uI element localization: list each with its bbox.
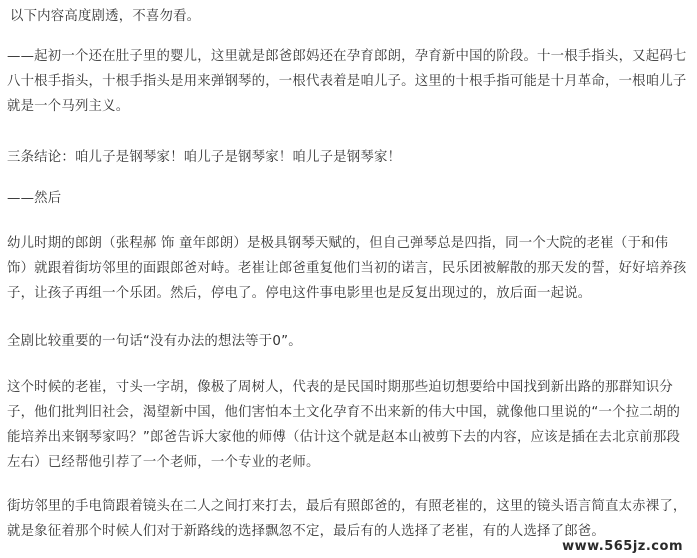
paragraph-key-quote: 全剧比较重要的一句话“没有办法的想法等于0”。: [7, 334, 302, 349]
paragraph-lao-cui: 这个时候的老崔，寸头一字胡，像极了周树人，代表的是民国时期那些迫切想要给中国找到新出路的那群知识分子，他们批判旧社会，渴望新中国，他们害怕本土文化孕育不出来新的伟大中国，就像他口里说的“一个拉二胡的能培养出来钢琴家吗？”郎爸告诉大家他的师傅（估计这个就是赵本山被剪下去的内容，应该是插在去北京前那段左右）已经帮他引荐了一个老师，一个专业的老师。: [7, 380, 681, 470]
paragraph-flashlights: 街坊邻里的手电筒跟着镜头在二人之间打来打去，最后有照郎爸的，有照老崔的，这里的镜头语言简直太赤裸了，就是象征着那个时候人们对于新路线的选择飘忽不定，最后有的人选择了老崔，有的人选择了郎爸。: [7, 499, 687, 539]
paragraph-childhood: 幼儿时期的郎朗（张程郝 饰 童年郎朗）是极具钢琴天赋的，但自己弹琴总是四指，同一个大院的老崔（于和伟 饰）就跟着街坊邻里的面跟郎爸对峙。老崔让郎爸重复他们当初的诺言，民乐团被解散的那天发的誓，好好培养孩子，让孩子再组一个乐团。然后，停电了。停电这件事电影里也是反复出现过的，放后面一起说。: [7, 236, 687, 301]
paragraph-then: ——然后: [7, 191, 62, 206]
paragraph-birth-stage: ——起初一个还在肚子里的婴儿，这里就是郎爸郎妈还在孕育郎朗，孕育新中国的阶段。十一根手指头，又起码七八十根手指头，十根手指头是用来弹钢琴的，一根代表着是咱儿子。这里的十根手指可能是十月革命，一根咱儿子就是一个马列主义。: [7, 49, 687, 114]
site-watermark: www.565jz.com: [562, 539, 683, 554]
paragraph-conclusions: 三条结论：咱儿子是钢琴家！咱儿子是钢琴家！咱儿子是钢琴家！: [7, 150, 402, 165]
spoiler-warning: 以下内容高度剧透，不喜勿看。: [10, 9, 201, 24]
